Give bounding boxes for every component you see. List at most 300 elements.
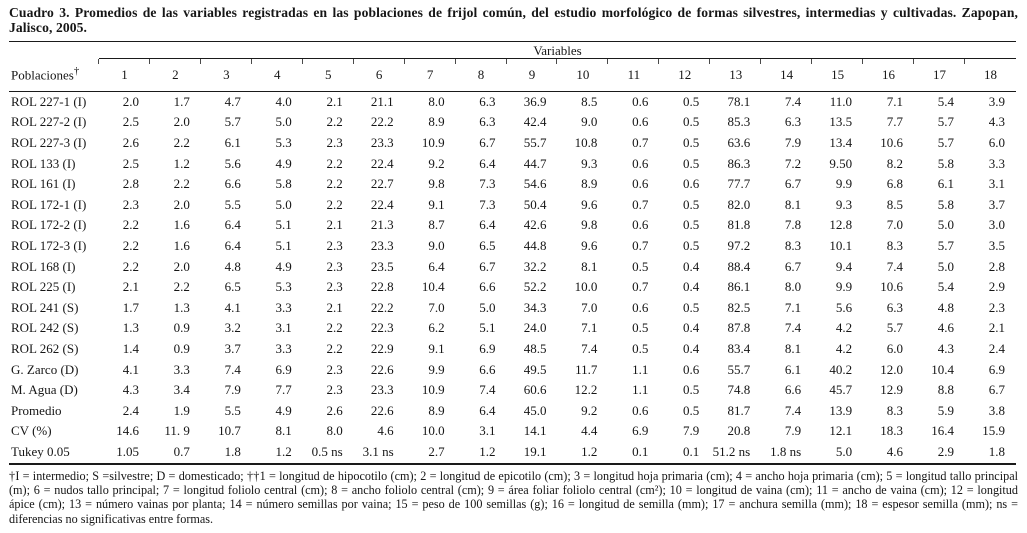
cell: 4.0 [275, 93, 292, 109]
cell: 3.3 [275, 299, 292, 315]
cell: 0.6 [683, 361, 700, 377]
cell: 0.4 [683, 340, 700, 356]
cell: 88.4 [727, 258, 751, 274]
cell: 5.3 [275, 279, 292, 295]
cell: 81.7 [727, 402, 751, 418]
cell: 7.4 [479, 382, 496, 398]
data-table [9, 41, 1016, 465]
cell: 11. 9 [164, 423, 190, 439]
column-header: 14 [761, 59, 812, 92]
cell: 1.7 [173, 93, 190, 109]
cell: 3.3 [173, 361, 190, 377]
cell: 7.2 [784, 155, 802, 171]
cell: 2.3 [326, 237, 343, 253]
cell: 0.5 [683, 155, 700, 171]
table-row [9, 133, 1016, 154]
cell: 2.1 [326, 299, 343, 315]
row-label: ROL 241 (S) [11, 299, 79, 315]
cell: 0.4 [683, 279, 700, 295]
cell: 6.7 [479, 258, 496, 274]
cell: 55.7 [523, 135, 547, 151]
cell: 5.7 [937, 114, 954, 130]
cell: 77.7 [727, 176, 751, 192]
cell: 6.9 [275, 361, 292, 377]
cell: 22.2 [370, 114, 394, 130]
cell: 7.4 [581, 340, 598, 356]
group-header-spacer [9, 42, 99, 59]
cell: 23.3 [370, 135, 394, 151]
column-header: 4 [252, 59, 303, 92]
cell: 2.0 [122, 93, 139, 109]
cell: 6.6 [784, 382, 802, 398]
cell: 2.3 [326, 279, 343, 295]
cell: 7.1 [886, 93, 903, 109]
cell: 1.8 ns [761, 442, 812, 464]
cell: 2.5 [122, 155, 139, 171]
cell: 2.1 [326, 217, 343, 233]
cell: 3.8 [988, 402, 1005, 418]
cell: 0.7 [150, 442, 201, 464]
cell: 16.4 [931, 423, 954, 439]
cell: 4.3 [122, 382, 139, 398]
cell: 21.3 [370, 217, 394, 233]
cell: 6.4 [224, 237, 241, 253]
cell: 4.2 [835, 340, 853, 356]
cell: 8.3 [784, 237, 802, 253]
cell: 6.0 [988, 135, 1005, 151]
cell: 4.9 [275, 258, 292, 274]
cell: 32.2 [523, 258, 547, 274]
cell: 5.0 [937, 258, 954, 274]
cell: 5.0 [479, 299, 496, 315]
cell: 18.3 [880, 423, 903, 439]
cell: 1.2 [456, 442, 507, 464]
table-row [9, 360, 1016, 381]
cell: 7.7 [275, 382, 292, 398]
cell: 2.9 [914, 442, 965, 464]
row-label: ROL 161 (I) [11, 176, 76, 192]
cell: 0.7 [632, 237, 649, 253]
dagger-superscript: † [73, 64, 80, 77]
cell: 2.4 [988, 340, 1005, 356]
cell: 9.1 [428, 196, 445, 212]
cell: 9.0 [581, 114, 598, 130]
cell: 3.4 [173, 382, 190, 398]
poblaciones-header-label: Poblaciones [11, 66, 74, 82]
cell: 3.1 ns [354, 442, 405, 464]
row-label: ROL 168 (I) [11, 258, 76, 274]
cell: 3.1 [988, 176, 1005, 192]
cell: 6.5 [479, 237, 496, 253]
row-label: Tukey 0.05 [9, 442, 99, 464]
row-label: ROL 227-2 (I) [11, 114, 87, 130]
cell: 22.2 [370, 299, 394, 315]
table-row [9, 236, 1016, 257]
cell: 4.1 [224, 299, 241, 315]
cell: 2.2 [122, 237, 139, 253]
cell: 5.1 [275, 217, 292, 233]
cell: 5.4 [937, 93, 954, 109]
cell: 9.0 [428, 237, 445, 253]
cell: 6.6 [479, 361, 496, 377]
cell: 1.2 [557, 442, 608, 464]
cell: 2.2 [173, 135, 190, 151]
cell: 1.7 [122, 299, 139, 315]
cell: 36.9 [523, 93, 547, 109]
cell: 11.0 [829, 93, 853, 109]
row-label: CV (%) [11, 423, 52, 439]
cell: 7.4 [886, 258, 903, 274]
cell: 6.0 [886, 340, 903, 356]
cell: 5.1 [479, 320, 496, 336]
cell: 2.3 [326, 258, 343, 274]
cell: 10.8 [574, 135, 598, 151]
cell: 85.3 [727, 114, 751, 130]
cell: 52.2 [523, 279, 547, 295]
cell: 8.2 [886, 155, 903, 171]
table-row [9, 442, 1016, 464]
cell: 5.9 [937, 402, 954, 418]
cell: 1.8 [201, 442, 252, 464]
table-row [9, 380, 1016, 401]
cell: 1.4 [122, 340, 139, 356]
cell: 4.8 [937, 299, 954, 315]
variables-group-header: Variables [99, 42, 1016, 59]
cell: 1.6 [173, 237, 190, 253]
cell: 0.5 [683, 135, 700, 151]
cell: 2.9 [988, 279, 1005, 295]
cell: 34.3 [523, 299, 547, 315]
cell: 7.1 [784, 299, 802, 315]
cell: 0.6 [632, 217, 649, 233]
row-label: ROL 225 (I) [11, 279, 76, 295]
cell: 0.5 [683, 299, 700, 315]
row-label: M. Agua (D) [11, 382, 78, 398]
cell: 8.1 [784, 340, 802, 356]
cell: 9.2 [581, 402, 598, 418]
table-row [9, 195, 1016, 216]
cell: 0.5 [683, 93, 700, 109]
cell: 42.4 [523, 114, 547, 130]
cell: 8.5 [581, 93, 598, 109]
table-header [9, 42, 1016, 92]
cell: 4.6 [937, 320, 954, 336]
cell: 5.7 [224, 114, 241, 130]
table-row [9, 174, 1016, 195]
cell: 55.7 [727, 361, 751, 377]
cell: 4.6 [377, 423, 394, 439]
cell: 0.6 [632, 299, 649, 315]
cell: 1.9 [173, 402, 190, 418]
cell: 3.2 [224, 320, 241, 336]
cell: 45.7 [829, 382, 853, 398]
row-label: ROL 242 (S) [11, 320, 79, 336]
cell: 4.8 [224, 258, 241, 274]
cell: 7.4 [224, 361, 241, 377]
cell: 4.3 [988, 114, 1005, 130]
table-title: Cuadro 3. Promedios de las variables registradas en las poblaciones de frijol común, del estudio morfológico de formas silvestres, intermedias y cultivadas. Zapopan, Jalisco, 2005. [9, 5, 1018, 35]
column-header: 8 [456, 59, 507, 92]
cell: 2.2 [326, 114, 343, 130]
cell: 5.0 [812, 442, 863, 464]
cell: 12.8 [829, 217, 853, 233]
cell: 0.1 [608, 442, 659, 464]
cell: 0.5 ns [303, 442, 354, 464]
cell: 6.9 [988, 361, 1005, 377]
cell: 0.5 [632, 340, 649, 356]
cell: 9.9 [835, 176, 853, 192]
column-header: 1 [99, 59, 150, 92]
cell: 2.8 [122, 176, 139, 192]
cell: 8.1 [581, 258, 598, 274]
row-label: ROL 172-2 (I) [11, 217, 87, 233]
column-header: 16 [863, 59, 914, 92]
cell: 7.4 [784, 93, 802, 109]
cell: 5.5 [224, 196, 241, 212]
cell: 5.4 [937, 279, 954, 295]
cell: 0.6 [632, 402, 649, 418]
cell: 11.7 [575, 361, 598, 377]
cell: 7.0 [581, 299, 598, 315]
cell: 5.0 [275, 114, 292, 130]
cell: 7.1 [581, 320, 598, 336]
cell: 5.6 [835, 299, 853, 315]
group-header-row [9, 42, 1016, 59]
cell: 48.5 [523, 340, 547, 356]
cell: 9.9 [428, 361, 445, 377]
cell: 6.7 [784, 258, 802, 274]
cell: 9.6 [581, 196, 598, 212]
cell: 6.3 [784, 114, 802, 130]
table-row [9, 421, 1016, 442]
cell: 2.6 [326, 402, 343, 418]
cell: 19.1 [507, 442, 558, 464]
cell: 2.3 [988, 299, 1005, 315]
cell: 50.4 [523, 196, 547, 212]
cell: 6.3 [479, 93, 496, 109]
cell: 86.1 [727, 279, 751, 295]
cell: 2.5 [122, 114, 139, 130]
table-row [9, 277, 1016, 298]
cell: 2.0 [173, 258, 190, 274]
cell: 44.7 [523, 155, 547, 171]
cell: 3.5 [988, 237, 1005, 253]
column-header: 13 [710, 59, 761, 92]
cell: 1.1 [632, 382, 649, 398]
cell: 8.1 [275, 423, 292, 439]
cell: 6.3 [479, 114, 496, 130]
cell: 0.6 [632, 93, 649, 109]
cell: 6.4 [479, 155, 496, 171]
cell: 1.2 [173, 155, 190, 171]
row-label: ROL 227-3 (I) [11, 135, 87, 151]
cell: 2.2 [326, 196, 343, 212]
cell: 51.2 ns [710, 442, 761, 464]
cell: 8.0 [326, 423, 343, 439]
column-header: 3 [201, 59, 252, 92]
cell: 42.6 [523, 217, 547, 233]
cell: 5.3 [275, 135, 292, 151]
cell: 5.8 [275, 176, 292, 192]
column-header: 9 [507, 59, 558, 92]
row-label: ROL 227-1 (I) [11, 93, 87, 109]
cell: 2.8 [988, 258, 1005, 274]
cell: 0.5 [632, 320, 649, 336]
cell: 7.3 [479, 176, 496, 192]
cell: 6.7 [479, 135, 496, 151]
cell: 5.6 [224, 155, 241, 171]
cell: 83.4 [727, 340, 751, 356]
cell: 8.9 [428, 402, 445, 418]
cell: 23.5 [370, 258, 394, 274]
cell: 0.7 [632, 196, 649, 212]
cell: 2.2 [122, 217, 139, 233]
cell: 7.0 [886, 217, 903, 233]
cell: 1.1 [632, 361, 649, 377]
cell: 6.5 [224, 279, 241, 295]
cell: 9.3 [835, 196, 853, 212]
column-header: 11 [608, 59, 659, 92]
cell: 0.9 [173, 340, 190, 356]
cell: 49.5 [523, 361, 547, 377]
cell: 0.6 [632, 155, 649, 171]
cell: 1.2 [252, 442, 303, 464]
column-header: 5 [303, 59, 354, 92]
cell: 5.7 [937, 135, 954, 151]
cell: 1.3 [122, 320, 139, 336]
cell: 13.9 [829, 402, 853, 418]
cell: 9.50 [829, 155, 853, 171]
cell: 12.2 [574, 382, 598, 398]
row-label: ROL 133 (I) [11, 155, 76, 171]
cell: 63.6 [727, 135, 751, 151]
cell: 3.9 [988, 93, 1005, 109]
cell: 2.3 [326, 382, 343, 398]
cell: 9.6 [581, 237, 598, 253]
cell: 9.4 [835, 258, 853, 274]
cell: 0.4 [683, 258, 700, 274]
cell: 9.2 [428, 155, 445, 171]
cell: 2.2 [326, 320, 343, 336]
cell: 5.7 [886, 320, 903, 336]
cell: 78.1 [727, 93, 751, 109]
cell: 7.4 [784, 402, 802, 418]
cell: 6.3 [886, 299, 903, 315]
cell: 22.8 [370, 279, 394, 295]
cell: 10.0 [574, 279, 598, 295]
cell: 2.1 [122, 279, 139, 295]
cell: 6.7 [784, 176, 802, 192]
cell: 8.7 [428, 217, 445, 233]
cell: 7.9 [784, 423, 802, 439]
cell: 24.0 [523, 320, 547, 336]
table-row [9, 339, 1016, 360]
cell: 15.9 [982, 423, 1005, 439]
cell: 0.7 [632, 135, 649, 151]
cell: 8.8 [937, 382, 954, 398]
cell: 23.3 [370, 237, 394, 253]
row-label: G. Zarco (D) [11, 361, 79, 377]
cell: 7.3 [479, 196, 496, 212]
cell: 4.9 [275, 402, 292, 418]
cell: 82.0 [727, 196, 751, 212]
cell: 5.8 [937, 155, 954, 171]
cell: 2.0 [173, 114, 190, 130]
cell: 87.8 [727, 320, 751, 336]
cell: 2.7 [405, 442, 456, 464]
cell: 3.1 [275, 320, 292, 336]
table-row [9, 318, 1016, 339]
cell: 3.0 [988, 217, 1005, 233]
cell: 9.9 [835, 279, 853, 295]
column-header: 7 [405, 59, 456, 92]
cell: 3.3 [988, 155, 1005, 171]
cell: 10.0 [421, 423, 445, 439]
column-header: 17 [914, 59, 965, 92]
cell: 45.0 [523, 402, 547, 418]
row-label: ROL 172-1 (I) [11, 196, 87, 212]
cell: 10.7 [218, 423, 241, 439]
poblaciones-header [9, 59, 99, 92]
cell: 10.4 [421, 279, 445, 295]
cell: 14.6 [116, 423, 139, 439]
cell: 0.6 [683, 176, 700, 192]
cell: 0.7 [632, 279, 649, 295]
cell: 0.5 [632, 258, 649, 274]
cell: 1.6 [173, 217, 190, 233]
cell: 9.8 [428, 176, 445, 192]
cell: 81.8 [727, 217, 751, 233]
cell: 8.9 [428, 114, 445, 130]
cell: 8.0 [784, 279, 802, 295]
cell: 7.7 [886, 114, 903, 130]
cell: 13.5 [829, 114, 853, 130]
column-header: 6 [354, 59, 405, 92]
cell: 5.0 [937, 217, 954, 233]
cell: 13.4 [829, 135, 853, 151]
cell: 0.6 [632, 114, 649, 130]
cell: 2.4 [122, 402, 139, 418]
cell: 0.5 [683, 217, 700, 233]
cell: 6.1 [784, 361, 802, 377]
cell: 3.1 [479, 423, 496, 439]
cell: 1.8 [965, 442, 1016, 464]
cell: 7.8 [784, 217, 802, 233]
cell: 7.0 [428, 299, 445, 315]
cell: 6.4 [479, 402, 496, 418]
cell: 10.1 [829, 237, 853, 253]
cell: 74.8 [727, 382, 751, 398]
cell: 1.05 [99, 442, 150, 464]
cell: 8.1 [784, 196, 802, 212]
cell: 6.4 [479, 217, 496, 233]
cell: 82.5 [727, 299, 751, 315]
cell: 10.9 [421, 382, 445, 398]
cell: 0.5 [683, 114, 700, 130]
cell: 9.3 [581, 155, 598, 171]
cell: 5.5 [224, 402, 241, 418]
table-row [9, 91, 1016, 112]
cell: 2.2 [326, 340, 343, 356]
cell: 10.9 [421, 135, 445, 151]
column-header-row [9, 59, 1016, 92]
table-row [9, 401, 1016, 422]
cell: 6.6 [224, 176, 241, 192]
cell: 4.6 [863, 442, 914, 464]
cell: 6.1 [224, 135, 241, 151]
cell: 2.1 [326, 93, 343, 109]
cell: 2.2 [326, 155, 343, 171]
